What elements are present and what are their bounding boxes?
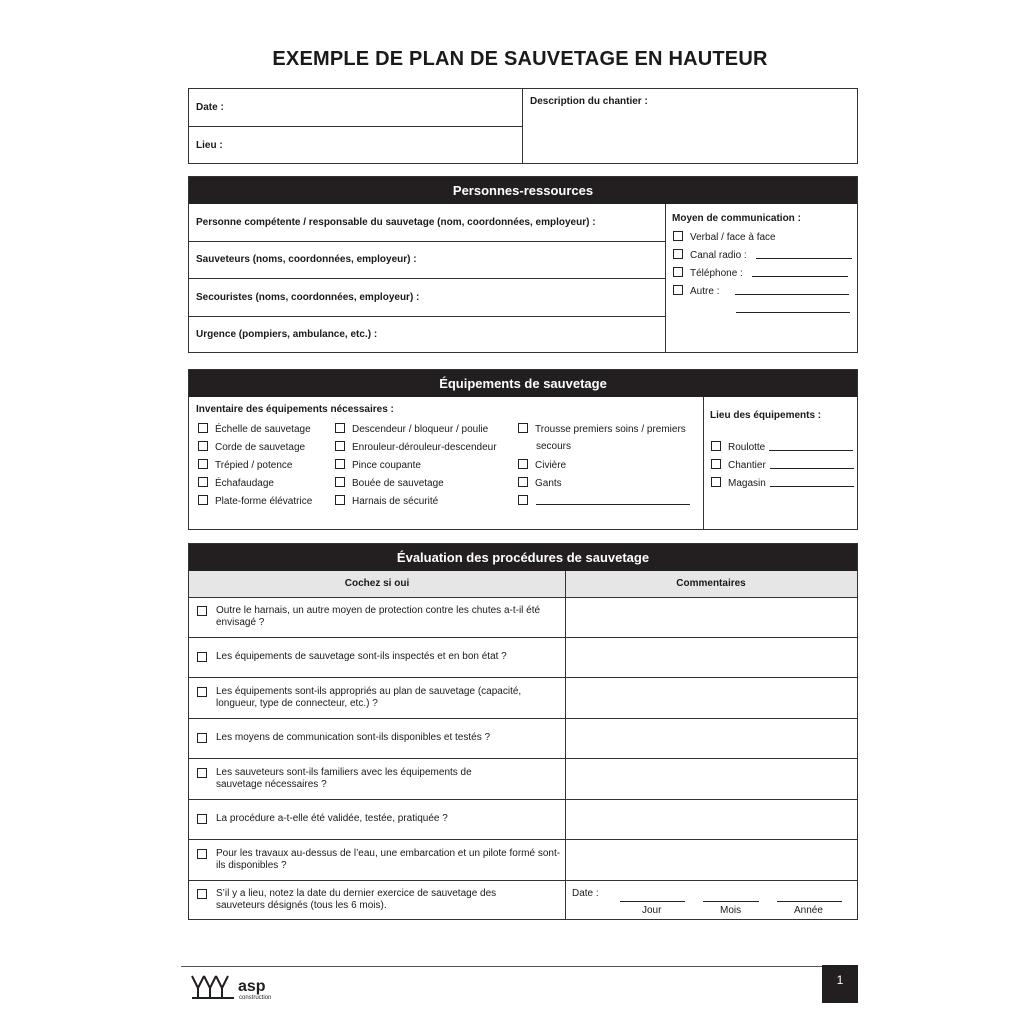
checkbox[interactable] [673,249,683,259]
checkbox[interactable] [197,733,207,743]
comm-title: Moyen de communication : [672,213,801,224]
question-item[interactable]: Outre le harnais, un autre moyen de protection contre les chutes a-t-il été envisagé ? [197,605,565,631]
col-check-header: Cochez si oui [344,578,410,589]
checkbox[interactable] [711,441,721,451]
checkbox[interactable] [197,768,207,778]
asp-logo [190,972,285,1002]
equip-bouee[interactable]: Bouée de sauvetage [335,477,444,489]
question-item[interactable]: Les moyens de communication sont-ils disponibles et testés ? [197,732,565,746]
page-title: EXEMPLE DE PLAN DE SAUVETAGE EN HAUTEUR [272,48,768,70]
checkbox[interactable] [673,285,683,295]
checkbox[interactable] [518,477,528,487]
date-field[interactable]: Date : [196,102,224,113]
equip-echelle[interactable]: Échelle de sauvetage [198,423,311,435]
equipements-section [188,369,858,530]
urgence-field[interactable]: Urgence (pompiers, ambulance, etc.) : [196,329,378,340]
sauveteurs-field[interactable]: Sauveteurs (noms, coordonnées, employeur) : [196,254,417,265]
comm-telephone-option[interactable]: Téléphone : [673,267,848,279]
evaluation-section [188,543,858,920]
description-field[interactable]: Description du chantier : [530,96,648,107]
checkbox[interactable] [335,477,345,487]
responsable-field[interactable]: Personne compétente / responsable du sauvetage (nom, coordonnées, employeur) : [196,217,596,228]
checkbox[interactable] [198,495,208,505]
equip-enrouleur[interactable]: Enrouleur-dérouleur-descendeur [335,441,497,453]
personnes-header: Personnes-ressources [189,177,857,204]
exercise-date-label: Date : [572,888,599,899]
question-item[interactable]: Les équipements sont-ils appropriés au plan de sauvetage (capacité, longueur, type de connecteur, etc.) ? [197,686,565,712]
checkbox[interactable] [518,423,528,433]
lieu-magasin[interactable]: Magasin [711,477,854,489]
equip-corde[interactable]: Corde de sauvetage [198,441,305,453]
mois-field[interactable] [703,892,759,902]
checkbox[interactable] [197,687,207,697]
jour-label: Jour [642,905,662,916]
checkbox[interactable] [335,423,345,433]
question-item[interactable]: Les équipements de sauvetage sont-ils inspectés et en bon état ? [197,651,565,665]
equip-harnais[interactable]: Harnais de sécurité [335,495,438,507]
checkbox[interactable] [711,459,721,469]
personnes-ressources-section [188,176,858,353]
comm-autre-option[interactable]: Autre : [673,285,849,297]
checkbox[interactable] [197,652,207,662]
checkbox[interactable] [518,495,528,505]
svg-text:construction: construction [239,995,272,1001]
checkbox[interactable] [673,267,683,277]
footer-divider [181,966,858,967]
equip-descendeur[interactable]: Descendeur / bloqueur / poulie [335,423,488,435]
equip-trousse[interactable]: Trousse premiers soins / premiers [518,423,686,435]
equip-gants[interactable]: Gants [518,477,562,489]
lieu-field[interactable]: Lieu : [196,140,223,151]
col-comment-header: Commentaires [676,578,746,589]
mois-label: Mois [720,905,742,916]
annee-field[interactable] [777,892,842,902]
checkbox[interactable] [673,231,683,241]
equip-civiere[interactable]: Civière [518,459,566,471]
checkbox[interactable] [711,477,721,487]
equipements-header: Équipements de sauvetage [189,370,857,397]
lieu-equipements-title: Lieu des équipements : [710,410,822,421]
checkbox[interactable] [335,441,345,451]
secouristes-field[interactable]: Secouristes (noms, coordonnées, employeur) : [196,292,420,303]
checkbox[interactable] [197,814,207,824]
page-number: 1 [822,965,858,1003]
question-item[interactable]: Pour les travaux au-dessus de l’eau, une embarcation et un pilote formé sont-ils disponibles ? [197,848,565,874]
equip-trousse-cont: secours [536,441,572,452]
lieu-roulotte[interactable]: Roulotte [711,441,853,453]
lieu-chantier[interactable]: Chantier [711,459,854,471]
equip-pince[interactable]: Pince coupante [335,459,421,471]
question-item[interactable]: Les sauveteurs sont-ils familiers avec les équipements de sauvetage nécessaires ? [197,767,565,793]
jour-field[interactable] [620,892,685,902]
checkbox[interactable] [335,459,345,469]
equip-echafaudage[interactable]: Échafaudage [198,477,274,489]
equip-plateforme[interactable]: Plate-forme élévatrice [198,495,312,507]
checkbox[interactable] [197,849,207,859]
comm-verbal-option[interactable]: Verbal / face à face [673,231,776,243]
question-item[interactable]: La procédure a-t-elle été validée, testée, pratiquée ? [197,813,565,827]
equip-autre[interactable] [518,495,690,507]
svg-text:asp: asp [238,978,266,995]
annee-label: Année [794,905,823,916]
checkbox[interactable] [198,477,208,487]
checkbox[interactable] [198,423,208,433]
checkbox[interactable] [197,606,207,616]
checkbox[interactable] [335,495,345,505]
checkbox[interactable] [198,459,208,469]
comm-radio-option[interactable]: Canal radio : [673,249,852,261]
checkbox[interactable] [198,441,208,451]
equip-trepied[interactable]: Trépied / potence [198,459,292,471]
inventaire-title: Inventaire des équipements nécessaires : [196,404,394,415]
checkbox[interactable] [197,889,207,899]
evaluation-header: Évaluation des procédures de sauvetage [189,544,857,571]
question-item[interactable]: S’il y a lieu, notez la date du dernier exercice de sauvetage des sauveteurs désignés (tous les 6 mois). [197,888,565,914]
checkbox[interactable] [518,459,528,469]
site-info-box [188,88,858,164]
